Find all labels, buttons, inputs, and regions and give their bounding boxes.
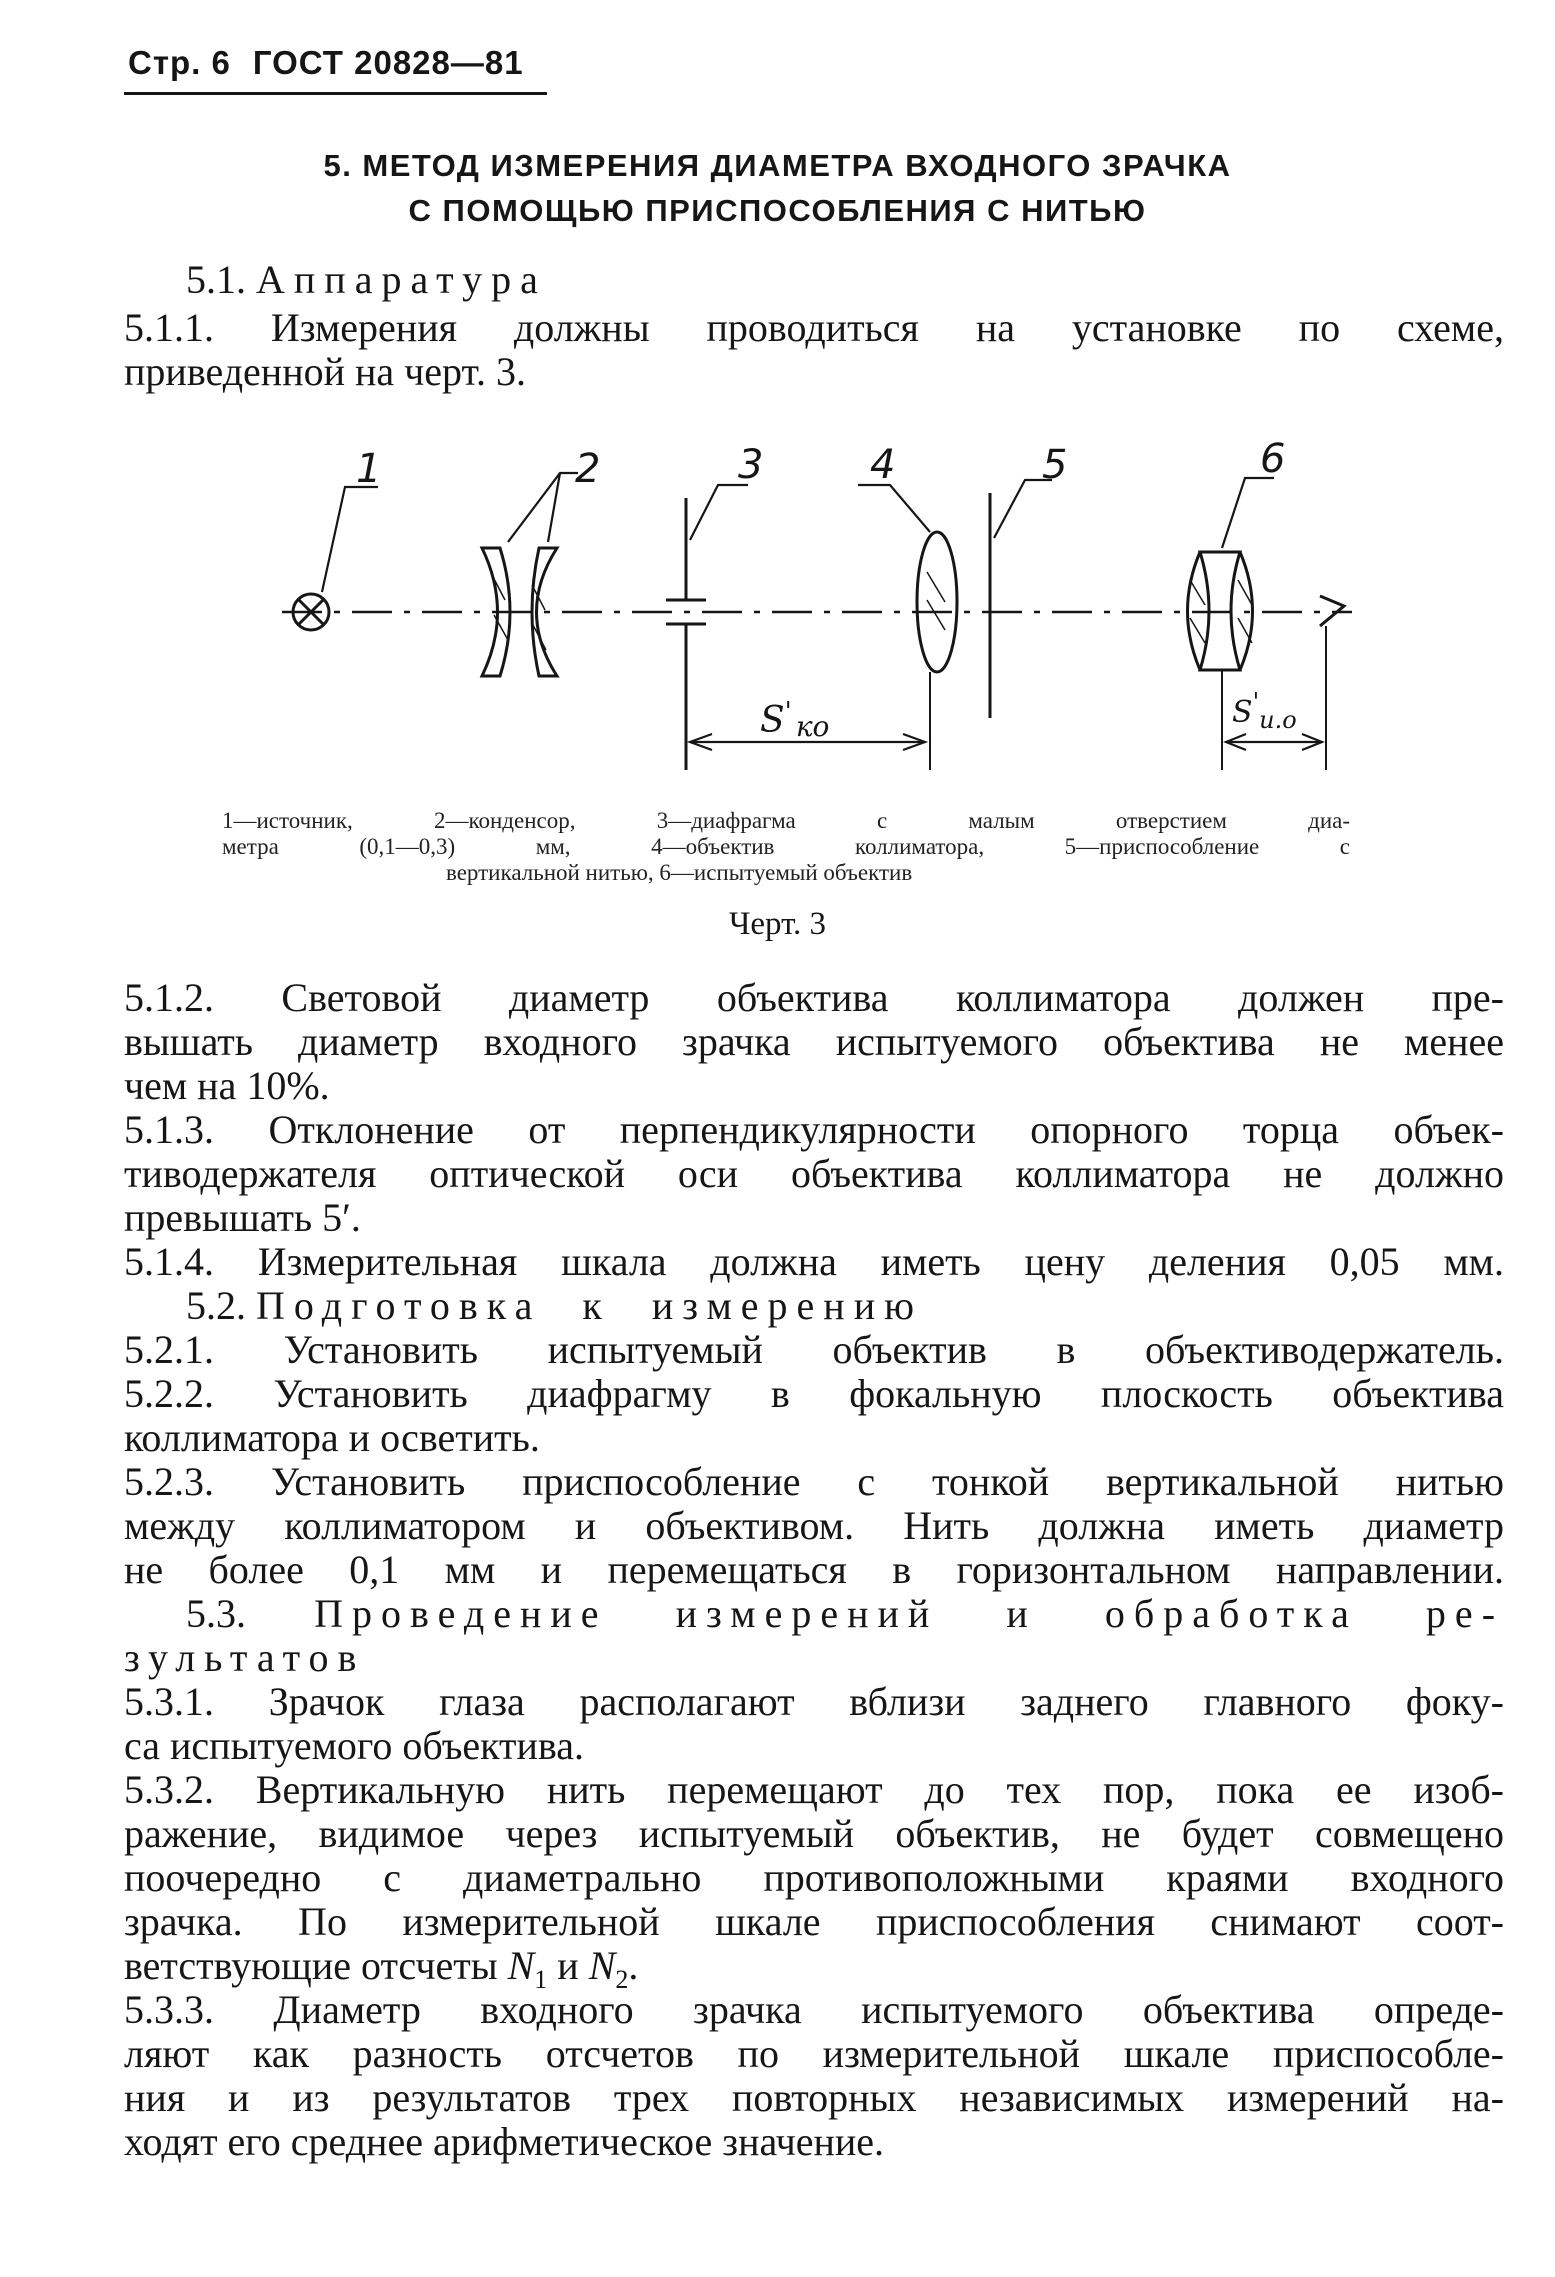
paragraph-line: чем на 10%.: [124, 1063, 330, 1108]
variable-n2: N: [588, 1943, 616, 1988]
paragraph-line: 5.2.3. Установить приспособление с тонкой вертикальной нитью: [124, 1459, 1504, 1504]
paragraph-line: 5.1.3. Отклонение от перпендикулярности опорного торца объек-: [124, 1107, 1504, 1152]
paragraph-line: не более 0,1 мм и перемещаться в горизонтальном направлении.: [124, 1547, 1504, 1592]
variable-n1: N: [507, 1943, 535, 1988]
paragraph-line: 5.2.2. Установить диафрагму в фокальную плоскость объектива: [124, 1371, 1504, 1416]
variable-n1-subscript: 1: [534, 1965, 548, 1994]
collimator-lens: [917, 532, 957, 672]
dim-prime: ': [1252, 688, 1260, 716]
dimension-label-s-io: [1232, 688, 1297, 734]
subsection-number: 5.2.: [186, 1283, 246, 1328]
callout-4: 4: [870, 442, 896, 488]
dim-main: S: [1232, 695, 1253, 730]
paragraph-line: тиводержателя оптической оси объектива коллиматора не должно: [124, 1151, 1504, 1196]
paragraph-line: ния и из результатов трех повторных независимых измерений на-: [124, 2075, 1504, 2120]
subsection-number: 5.1.: [186, 257, 246, 302]
dim-main: S: [760, 700, 785, 741]
paragraph-line: между коллиматором и объективом. Нить должна иметь диаметр: [124, 1503, 1504, 1548]
paragraph-line: зрачка. По измерительной шкале приспособления снимают соот-: [124, 1899, 1504, 1944]
paragraph-line: превышать 5′.: [124, 1195, 361, 1240]
formula-period: .: [628, 1943, 639, 1988]
callout-6: 6: [1260, 436, 1286, 482]
subsection-title-continuation: зультатов: [124, 1635, 366, 1680]
paragraph-line: ляют как разность отсчетов по измерительной шкале приспособле-: [124, 2031, 1504, 2076]
optical-setup-diagram: [0, 0, 1555, 940]
paragraph-line: приведенной на черт. 3.: [124, 349, 526, 394]
paragraph-line: вышать диаметр входного зрачка испытуемого объектива не менее: [124, 1019, 1504, 1064]
page-label: Стр. 6: [128, 44, 231, 81]
standard-number: ГОСТ 20828—81: [252, 44, 524, 81]
paragraph-line: 5.1.4. Измерительная шкала должна иметь цену деления 0,05 мм.: [124, 1239, 1504, 1284]
paragraph-line: 5.2.1. Установить испытуемый объектив в объективодержатель.: [124, 1327, 1504, 1372]
callout-3: 3: [738, 442, 764, 488]
diaphragm: [666, 498, 706, 770]
subsection-title: Подготовка к измерению: [256, 1283, 923, 1328]
figure-label: Черт. 3: [728, 906, 827, 942]
figure-caption-line: метра (0,1—0,3) мм, 4—объектив коллиматора, 5—приспособление с: [222, 834, 1350, 859]
paragraph-line: ражение, видимое через испытуемый объектив, не будет совмещено: [124, 1811, 1504, 1856]
subsection-number: 5.3.: [186, 1591, 246, 1636]
section-title-line-2: С ПОМОЩЬЮ ПРИСПОСОБЛЕНИЯ С НИТЬЮ: [408, 193, 1147, 228]
section-title-line-1: 5. МЕТОД ИЗМЕРЕНИЯ ДИАМЕТРА ВХОДНОГО ЗРАЧКА: [323, 148, 1232, 183]
dim-sub: ко: [795, 710, 830, 743]
subsection-heading-5-2: [186, 1284, 923, 1328]
leader-lines: [322, 473, 1274, 592]
formula-conjunction: и: [547, 1943, 589, 1988]
paragraph-line: коллиматора и осветить.: [124, 1415, 540, 1460]
callout-5: 5: [1042, 442, 1068, 488]
paragraph-line: 5.3.3. Диаметр входного зрачка испытуемого объектива опреде-: [124, 1987, 1504, 2032]
subsection-title: Проведение измерений и обработка ре-: [314, 1591, 1505, 1636]
formula-prefix: ветствующие отсчеты: [124, 1943, 508, 1988]
figure-caption-line: вертикальной нитью, 6—испытуемый объектив: [446, 860, 913, 885]
variable-n2-subscript: 2: [615, 1965, 629, 1994]
dimension-arrows: [690, 734, 1322, 750]
dim-prime: ': [784, 697, 792, 727]
paragraph-line: са испытуемого объектива.: [124, 1723, 585, 1768]
figure-caption-line: 1—источник, 2—конденсор, 3—диафрагма с малым отверстием диа-: [222, 808, 1350, 833]
paragraph-line: поочередно с диаметрально противоположными краями входного: [124, 1855, 1504, 1900]
paragraph-line: 5.1.1. Измерения должны проводиться на установке по схеме,: [124, 305, 1504, 350]
paragraph-line: 5.3.2. Вертикальную нить перемещают до тех пор, пока ее изоб-: [124, 1767, 1504, 1812]
callout-1: 1: [356, 446, 382, 492]
subsection-title: Аппаратура: [256, 257, 547, 302]
dimension-label-s-ko: [760, 697, 829, 743]
paragraph-line: ходят его среднее арифметическое значение.: [124, 2119, 885, 2164]
callout-2: 2: [575, 446, 601, 492]
paragraph-line: 5.1.2. Световой диаметр объектива коллиматора должен пре-: [124, 975, 1504, 1020]
subsection-heading-5-3: [124, 1592, 1504, 1636]
dim-sub: и.о: [1259, 706, 1297, 734]
paragraph-line: 5.3.1. Зрачок глаза располагают вблизи заднего главного фоку-: [124, 1679, 1504, 1724]
